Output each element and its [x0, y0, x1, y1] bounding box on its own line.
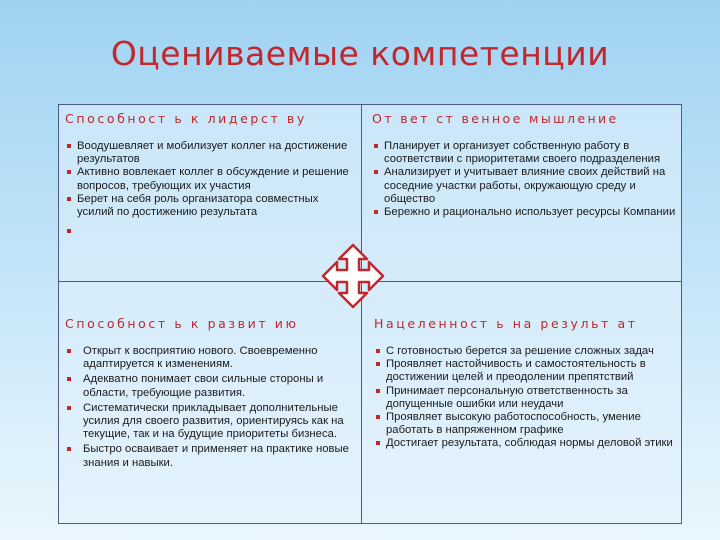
list-item: С готовностью берется за решение сложных задач	[374, 345, 677, 358]
quadrant-development	[59, 282, 361, 525]
list-item: Быстро осваивает и применяет на практике новые знания и навыки.	[65, 443, 359, 469]
list-item: Воодушевляет и мобилизует коллег на достижение результатов	[65, 140, 355, 166]
bullet-list	[65, 345, 359, 470]
slide-title: Оцениваемые компетенции	[110, 34, 610, 73]
list-item: Анализирует и учитывает влияние своих действий на соседние участки работы, окружающую среду и общество	[372, 166, 677, 206]
competency-grid	[58, 104, 682, 524]
list-item: Систематически прикладывает дополнительные усилия для своего развития, ориентируясь как на текущие, так и на будущие приоритеты бизнеса.	[65, 402, 359, 442]
list-item: Адекватно понимает свои сильные стороны и области, требующие развития.	[65, 373, 359, 399]
bullet-list	[65, 140, 355, 219]
quadrant-responsible-thinking	[362, 105, 683, 281]
quadrant-result-orientation	[362, 282, 683, 525]
list-item: Планирует и организует собственную работу в соответствии с приоритетами своего подразделения	[372, 140, 677, 166]
quadrant-heading: Нацеленност ь на результ ат	[374, 316, 638, 331]
bullet-list	[374, 345, 677, 451]
list-item: Проявляет высокую работоспособность, умение работать в напряженном графике	[374, 411, 677, 437]
list-item: Активно вовлекает коллег в обсуждение и решение вопросов, требующих их участия	[65, 166, 355, 192]
quadrant-heading: Способност ь к развит ию	[65, 316, 299, 331]
quadrant-heading: Способност ь к лидерст ву	[65, 111, 307, 126]
list-item: Открыт к восприятию нового. Своевременно адаптируется к изменениям.	[65, 345, 359, 371]
list-item: Бережно и рационально использует ресурсы Компании	[372, 206, 677, 219]
list-item: Принимает персональную ответственность за допущенные ошибки или неудачи	[374, 385, 677, 411]
quadrant-heading: От вет ст венное мышление	[372, 111, 619, 126]
bullet-list	[372, 140, 677, 219]
list-item: Достигает результата, соблюдая нормы деловой этики	[374, 437, 677, 450]
list-item: Проявляет настойчивость и самостоятельность в достижении целей и преодолении препятствий	[374, 358, 677, 384]
four-way-arrow-icon	[313, 243, 393, 309]
list-item: Берет на себя роль организатора совместных усилий по достижению результата	[65, 193, 355, 219]
